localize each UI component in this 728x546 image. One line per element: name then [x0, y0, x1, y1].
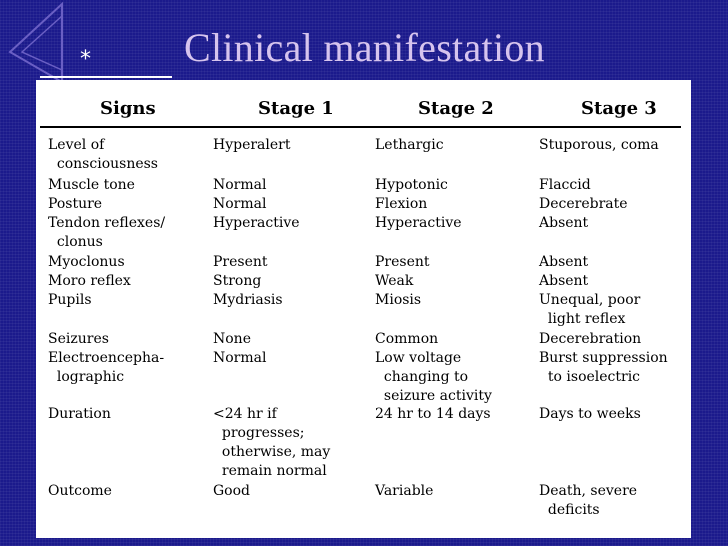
- corner-decoration: [0, 0, 180, 90]
- table-cell-stage-3: Death, severe deficits: [539, 483, 638, 518]
- table-cell-stage-3: Days to weeks: [539, 406, 641, 422]
- table-cell-stage-1: None: [213, 331, 251, 347]
- table-cell-stage-3: Stuporous, coma: [539, 137, 659, 153]
- table-cell-stage-1: Hyperactive: [213, 215, 300, 231]
- table-cell-stage-3: Absent: [539, 254, 589, 270]
- table-cell-sign: Pupils: [48, 292, 92, 308]
- table-cell-stage-1: Present: [213, 254, 268, 270]
- table-cell-stage-3: Decerebrate: [539, 196, 628, 212]
- table-cell-sign: Posture: [48, 196, 103, 212]
- table-cell-stage-1: Mydriasis: [213, 292, 283, 308]
- table-cell-stage-2: Present: [375, 254, 430, 270]
- table-cell-sign: Level of consciousness: [48, 137, 158, 172]
- table-cell-stage-2: Hyperactive: [375, 215, 462, 231]
- table-cell-stage-2: Flexion: [375, 196, 428, 212]
- table-cell-stage-3: Absent: [539, 273, 589, 289]
- table-cell-stage-2: Weak: [375, 273, 414, 289]
- table-cell-sign: Seizures: [48, 331, 109, 347]
- table-cell-stage-2: Hypotonic: [375, 177, 448, 193]
- star-icon: *: [80, 47, 91, 72]
- header-divider: [40, 126, 681, 128]
- table-cell-sign: Tendon reflexes/ clonus: [48, 215, 166, 250]
- table-cell-sign: Moro reflex: [48, 273, 131, 289]
- table-cell-stage-1: Hyperalert: [213, 137, 291, 153]
- clinical-table: [36, 80, 691, 538]
- table-cell-stage-3: Flaccid: [539, 177, 591, 193]
- table-cell-stage-1: Strong: [213, 273, 262, 289]
- table-cell-stage-1: Good: [213, 483, 251, 499]
- table-cell-sign: Muscle tone: [48, 177, 135, 193]
- table-cell-stage-2: Variable: [375, 483, 434, 499]
- header-stage-3: Stage 3: [581, 98, 657, 119]
- table-cell-stage-2: 24 hr to 14 days: [375, 406, 491, 422]
- table-cell-stage-3: Decerebration: [539, 331, 642, 347]
- table-cell-stage-1: Normal: [213, 196, 267, 212]
- table-cell-stage-2: Lethargic: [375, 137, 444, 153]
- table-cell-stage-1: Normal: [213, 177, 267, 193]
- header-stage-2: Stage 2: [418, 98, 494, 119]
- table-cell-sign: Myoclonus: [48, 254, 125, 270]
- table-cell-stage-1: <24 hr if progresses; otherwise, may remain normal: [213, 406, 331, 479]
- table-cell-stage-3: Burst suppression to isoelectric: [539, 350, 668, 385]
- table-cell-stage-2: Miosis: [375, 292, 422, 308]
- table-cell-stage-1: Normal: [213, 350, 267, 366]
- table-cell-stage-2: Common: [375, 331, 439, 347]
- header-stage-1: Stage 1: [258, 98, 334, 119]
- table-cell-sign: Duration: [48, 406, 111, 422]
- table-cell-stage-2: Low voltage changing to seizure activity: [375, 350, 492, 404]
- table-cell-sign: Electroencepha- lographic: [48, 350, 165, 385]
- table-cell-sign: Outcome: [48, 483, 112, 499]
- table-cell-stage-3: Unequal, poor light reflex: [539, 292, 641, 327]
- header-signs: Signs: [100, 98, 156, 119]
- slide-title: Clinical manifestation: [184, 25, 545, 70]
- table-cell-stage-3: Absent: [539, 215, 589, 231]
